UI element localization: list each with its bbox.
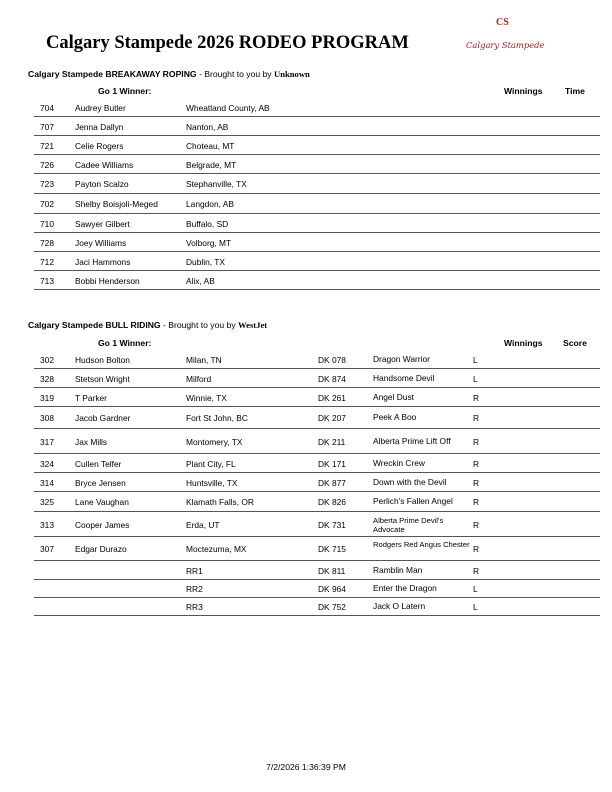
hometown: Fort St John, BC <box>186 413 248 423</box>
back-number: 325 <box>40 497 54 507</box>
event-title: Calgary Stampede BULL RIDING <box>28 320 161 330</box>
contestant-name: Shelby Boisjoli-Meged <box>75 199 158 209</box>
table-row <box>34 388 600 407</box>
contestant-name: Jacob Gardner <box>75 413 131 423</box>
table-row <box>34 350 600 369</box>
back-number: 707 <box>40 121 54 132</box>
hometown: Montomery, TX <box>186 436 243 447</box>
table-row <box>34 369 600 388</box>
riding-hand: R <box>473 477 480 488</box>
table-row <box>34 537 600 561</box>
time-header: Time <box>565 86 585 96</box>
hometown: Buffalo, SD <box>186 218 229 229</box>
brought-by-text: - Brought to you by <box>163 320 236 330</box>
back-number: 726 <box>40 159 54 170</box>
back-number: 721 <box>40 140 54 151</box>
hometown: Winnie, TX <box>186 392 227 403</box>
hometown: Belgrade, MT <box>186 159 237 170</box>
hometown: RR1 <box>186 565 203 576</box>
row-divider <box>34 289 600 290</box>
table-row <box>34 174 600 194</box>
hometown: Nanton, AB <box>186 121 229 132</box>
stock-number: DK 731 <box>318 519 346 530</box>
riding-hand: R <box>473 458 480 469</box>
contestant-name: Payton Scalzo <box>75 179 129 189</box>
table-row <box>34 429 600 454</box>
back-number: 313 <box>40 519 54 530</box>
table-row <box>34 580 600 598</box>
contestant-name: Lane Vaughan <box>75 497 129 507</box>
riding-hand: R <box>473 413 480 423</box>
table-row <box>34 214 600 233</box>
hometown: Wheatland County, AB <box>186 102 270 113</box>
back-number: 712 <box>40 256 54 267</box>
back-number: 317 <box>40 436 54 447</box>
back-number: 319 <box>40 392 54 403</box>
table-row <box>34 473 600 492</box>
hometown: Klamath Falls, OR <box>186 497 254 507</box>
back-number: 314 <box>40 477 54 488</box>
riding-hand: R <box>473 392 480 403</box>
hometown: Choteau, MT <box>186 140 235 151</box>
contestant-name: Sawyer Gilbert <box>75 218 130 229</box>
bull-name: Wreckin Crew <box>373 457 425 468</box>
hometown: RR3 <box>186 602 203 612</box>
table-row <box>34 598 600 616</box>
stock-number: DK 964 <box>318 584 346 594</box>
back-number: 302 <box>40 354 54 365</box>
table-row <box>34 492 600 512</box>
bull-name: Down with the Devil <box>373 476 447 487</box>
stock-number: DK 715 <box>318 544 346 554</box>
contestant-name: Jax Mills <box>75 436 108 447</box>
riding-hand: L <box>473 584 478 594</box>
back-number: 704 <box>40 102 54 113</box>
table-row <box>34 454 600 473</box>
back-number: 308 <box>40 413 54 423</box>
table-row <box>34 98 600 117</box>
back-number: 728 <box>40 237 54 248</box>
stock-number: DK 211 <box>318 436 346 447</box>
riding-hand: R <box>473 565 480 576</box>
bull-name: Dragon Warrior <box>373 353 430 364</box>
riding-hand: L <box>473 373 478 384</box>
row-divider <box>34 615 600 616</box>
riding-hand: R <box>473 497 480 507</box>
logo-mark: CS <box>496 17 509 28</box>
contestant-name: Bobbi Henderson <box>75 275 140 286</box>
contestant-name: Edgar Durazo <box>75 544 127 554</box>
hometown: Milan, TN <box>186 354 222 365</box>
bull-name: Ramblin Man <box>373 564 423 575</box>
table-row <box>34 252 600 271</box>
stock-number: DK 261 <box>318 392 346 403</box>
contestant-name: Cullen Telfer <box>75 458 122 469</box>
bull-name: Jack O Latern <box>373 601 426 611</box>
hometown: Dublin, TX <box>186 256 225 267</box>
riding-hand: L <box>473 354 478 365</box>
riding-hand: L <box>473 602 478 612</box>
hometown: RR2 <box>186 584 203 594</box>
contestant-name: Joey Williams <box>75 237 127 248</box>
brought-by-text: - Brought to you by <box>198 69 272 79</box>
hometown: Milford <box>186 373 212 384</box>
contestant-name: Stetson Wright <box>75 373 130 384</box>
stock-number: DK 811 <box>318 565 346 576</box>
back-number: 328 <box>40 373 54 384</box>
bull-name: Peek A Boo <box>373 412 417 422</box>
stock-number: DK 078 <box>318 354 346 365</box>
table-row <box>34 271 600 290</box>
stock-number: DK 752 <box>318 602 346 612</box>
bull-name: Rodgers Red Angus Chester <box>373 540 470 549</box>
bull-name: Perlich's Fallen Angel <box>373 496 453 506</box>
contestant-name: Audrey Butler <box>75 102 126 113</box>
stock-number: DK 207 <box>318 413 346 423</box>
contestant-name: Hudson Bolton <box>75 354 130 365</box>
bull-name: Alberta Prime Lift Off <box>373 435 451 446</box>
bull-name: Handsome Devil <box>373 372 435 383</box>
bull-riding-section-title <box>28 320 267 330</box>
riding-hand: R <box>473 544 480 554</box>
go-winner-label: Go 1 Winner: <box>98 86 152 96</box>
contestant-name: Cadee Williams <box>75 159 134 170</box>
contestant-name: T Parker <box>75 392 107 403</box>
stock-number: DK 171 <box>318 458 346 469</box>
hometown: Moctezuma, MX <box>186 544 247 554</box>
go-winner-label: Go 1 Winner: <box>98 338 152 348</box>
contestant-name: Bryce Jensen <box>75 477 126 488</box>
contestant-name: Cooper James <box>75 519 130 530</box>
table-row <box>34 233 600 252</box>
breakaway-section-title <box>28 69 310 79</box>
back-number: 702 <box>40 199 54 209</box>
hometown: Huntsville, TX <box>186 477 238 488</box>
bull-name: Angel Dust <box>373 391 414 402</box>
print-timestamp: 7/2/2026 1:36:39 PM <box>266 762 346 772</box>
hometown: Volborg, MT <box>186 237 232 248</box>
winnings-header: Winnings <box>504 338 543 348</box>
stock-number: DK 826 <box>318 497 346 507</box>
table-row <box>34 512 600 537</box>
back-number: 307 <box>40 544 54 554</box>
riding-hand: R <box>473 519 480 530</box>
stock-number: DK 877 <box>318 477 346 488</box>
table-row <box>34 194 600 214</box>
sponsor-name: Unknown <box>274 69 310 79</box>
table-row <box>34 155 600 174</box>
table-row <box>34 136 600 155</box>
bull-name: Alberta Prime Devil's Advocate <box>373 515 444 534</box>
bull-name: Enter the Dragon <box>373 583 437 593</box>
hometown: Stephanville, TX <box>186 179 247 189</box>
table-row <box>34 117 600 136</box>
back-number: 324 <box>40 458 54 469</box>
stock-number: DK 874 <box>318 373 346 384</box>
back-number: 723 <box>40 179 54 189</box>
winnings-header: Winnings <box>504 86 543 96</box>
event-title: Calgary Stampede BREAKAWAY ROPING <box>28 69 197 79</box>
contestant-name: Jaci Hammons <box>75 256 131 267</box>
stampede-logo <box>466 17 545 58</box>
contestant-name: Celie Rogers <box>75 140 124 151</box>
sponsor-name: WestJet <box>238 320 268 330</box>
logo-script-text: Calgary Stampede <box>466 40 545 50</box>
table-row <box>34 407 600 429</box>
page-title: Calgary Stampede 2026 RODEO PROGRAM <box>46 33 409 53</box>
hometown: Langdon, AB <box>186 199 234 209</box>
hometown: Plant City, FL <box>186 458 236 469</box>
hometown: Erda, UT <box>186 519 220 530</box>
riding-hand: R <box>473 436 480 447</box>
back-number: 710 <box>40 218 54 229</box>
back-number: 713 <box>40 275 54 286</box>
hometown: Alix, AB <box>186 275 215 286</box>
table-row <box>34 561 600 580</box>
score-header: Score <box>563 338 587 348</box>
contestant-name: Jenna Dallyn <box>75 121 124 132</box>
